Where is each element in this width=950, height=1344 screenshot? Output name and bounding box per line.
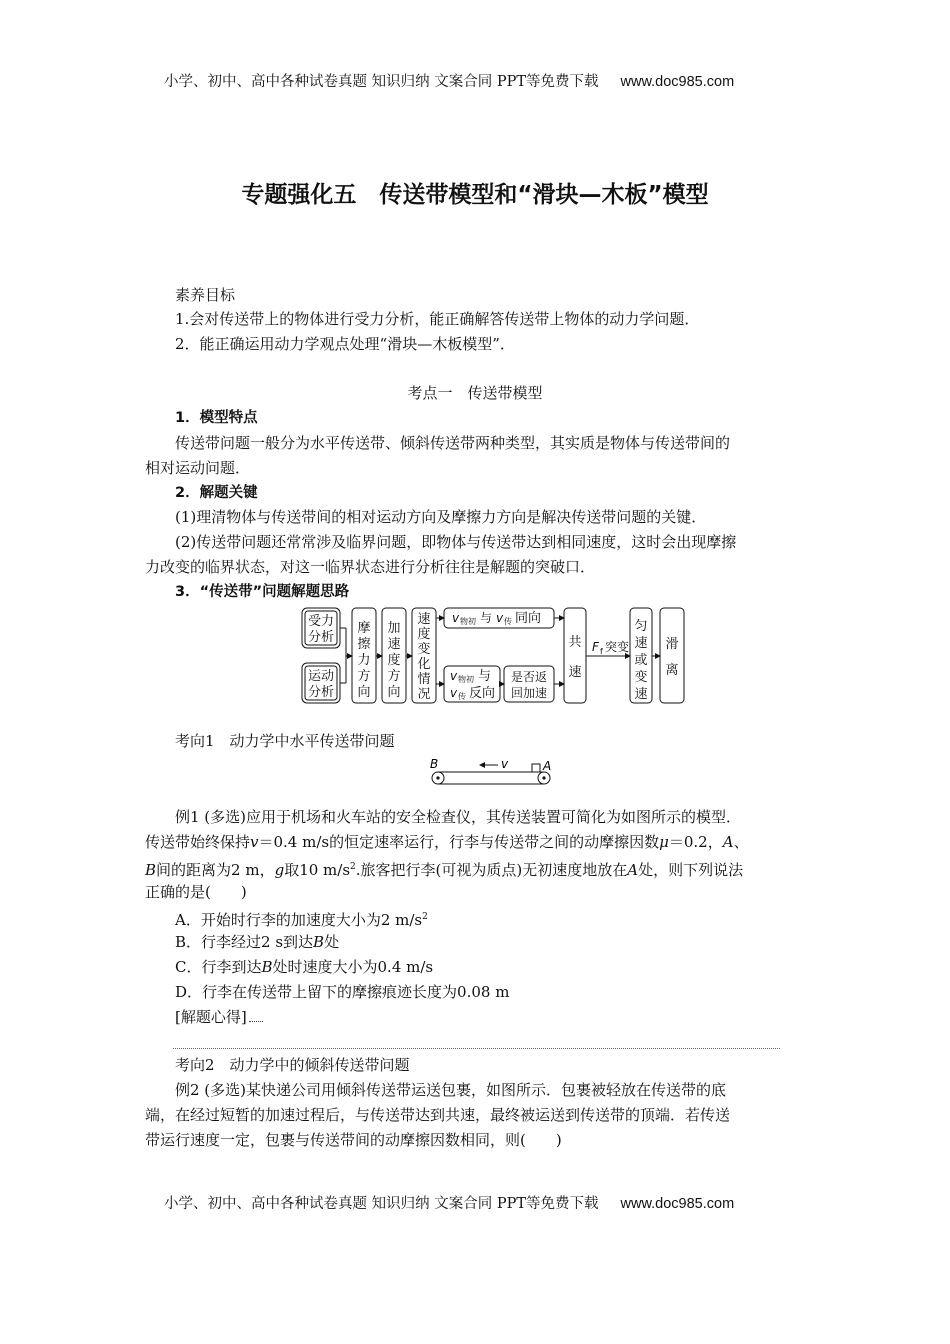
same-v2: v [496, 611, 504, 625]
ex1-c1: 间的距离为2 m， [156, 861, 275, 879]
option-B-var: B [313, 933, 325, 951]
box-slip-off [660, 608, 684, 703]
ex1-csup: 2 [350, 862, 356, 872]
paragraph-1a: 传送带问题一般分为水平传送带、倾斜传送带两种类型，其实质是物体与传送带间的 [175, 434, 731, 452]
same-v1: v [452, 611, 460, 625]
ex1-cB: B [145, 861, 157, 879]
flow-col2-2: 度 [387, 653, 401, 668]
option-C-text1: C．行李到达 [175, 958, 262, 976]
flow-box1-line2: 分析 [307, 630, 335, 645]
flow-col2-1: 速 [387, 637, 401, 652]
option-B-text1: B．行李经过2 s到达 [175, 933, 314, 951]
same-dir: 同向 [515, 611, 542, 626]
page-footer [164, 1192, 734, 1213]
luggage-box [532, 764, 540, 772]
opp-sub1: 物初 [458, 675, 474, 684]
flow-col1-0: 摩 [357, 621, 371, 636]
ex1-b1: 传送带始终保持 [145, 833, 251, 851]
opp-yu: 与 [478, 669, 492, 684]
divider-dotted [173, 1048, 780, 1049]
solution-notes-label [175, 1007, 263, 1027]
option-C-text2: 处时速度大小为0.4 m/s [272, 958, 434, 976]
ex1-c4: 处，则下列说法 [638, 861, 744, 879]
goals-heading: 素养目标 [175, 286, 236, 304]
opp-sub2: 传 [458, 692, 466, 701]
flow-col3-1: 度 [417, 627, 431, 642]
option-C-var: B [261, 958, 273, 976]
label-B: B [430, 757, 439, 771]
paragraph-3a: (2)传送带问题还常常涉及临界问题，即物体与传送带达到相同速度，这时会出现摩擦 [175, 533, 737, 551]
flow-col1-3: 方 [357, 669, 371, 684]
solution-notes-text: [解题心得] [175, 1008, 247, 1026]
box-common-speed [564, 608, 586, 703]
flow-col2-0: 加 [387, 621, 401, 636]
flow-box2-line2: 分析 [307, 685, 335, 700]
flow-slip-0: 滑 [665, 637, 679, 652]
flowchart [300, 606, 690, 706]
flow-col3-5: 况 [417, 687, 431, 702]
option-B-text2: 处 [324, 933, 340, 951]
option-A-sup: 2 [422, 912, 428, 922]
ex1-c2: 取10 m/s [284, 861, 351, 879]
paragraph-2: (1)理清物体与传送带间的相对运动方向及摩擦力方向是解决传送带问题的关键． [175, 508, 707, 526]
example1-line3 [145, 857, 743, 880]
flow-col2-3: 方 [387, 669, 401, 684]
option-A-text: A．开始时行李的加速度大小为2 m/s [175, 911, 423, 929]
ex1-b3: ＝0.2， [668, 833, 723, 851]
page-header [164, 70, 734, 91]
direction2-heading: 考向2 动力学中的倾斜传送带问题 [175, 1056, 410, 1074]
ex1-b2: ＝0.4 m/s的恒定速率运行，行李与传送带之间的动摩擦因数 [258, 833, 660, 851]
belt-figure [426, 756, 556, 794]
example2-line2: 端，在经过短暂的加速过程后，与传送带达到共速，最终被运送到传送带的顶端．若传送 [145, 1106, 731, 1124]
ff-sub: f [600, 647, 603, 656]
ff-text: 突变 [605, 640, 630, 654]
flow-col3-4: 情 [417, 672, 431, 687]
same-yu: 与 [480, 611, 493, 625]
option-B[interactable] [175, 932, 339, 952]
key-points-heading: 2．解题关键 [175, 485, 258, 501]
flow-box1-line1: 受力 [307, 614, 335, 629]
flow-uniform-1: 速 [634, 636, 648, 651]
flow-common-0: 共 [568, 635, 582, 650]
model-features-heading: 1．模型特点 [175, 410, 258, 426]
flow-col3-3: 化 [417, 657, 431, 672]
flowchart-svg [300, 606, 690, 706]
option-A[interactable] [175, 907, 428, 930]
goal-1: 1.会对传送带上的物体进行受力分析，能正确解答传送带上物体的动力学问题． [175, 310, 700, 328]
option-D[interactable]: D．行李在传送带上留下的摩擦痕迹长度为0.08 m [175, 983, 510, 1001]
flow-uniform-2: 或 [634, 653, 648, 668]
example2-line3: 带运行速度一定，包裹与传送带间的动摩擦因数相同，则( ) [145, 1131, 562, 1149]
flow-col1-1: 擦 [357, 637, 371, 652]
flow-col1-2: 力 [357, 653, 371, 668]
section1-heading: 考点一 传送带模型 [407, 384, 543, 402]
example2-line1: 例2 (多选)某快递公司用倾斜传送带运送包裹，如图所示．包裹被轻放在传送带的底 [175, 1081, 727, 1099]
goal-2: 2．能正确运用动力学观点处理“滑块—木板模型”． [175, 335, 515, 353]
footer-site: www.doc985.com [620, 1196, 735, 1212]
flow-uniform-3: 变 [634, 670, 648, 685]
flow-return-1: 回加速 [510, 686, 548, 700]
opp-v1: v [450, 669, 458, 683]
example1-line4: 正确的是( ) [145, 883, 247, 901]
ex1-bA: A [722, 833, 734, 851]
ex1-bv: v [250, 833, 259, 851]
paragraph-1b: 相对运动问题． [145, 459, 251, 477]
paragraph-3b: 力改变的临界状态，对这一临界状态进行分析往往是解题的突破口． [145, 558, 596, 576]
label-A: A [543, 759, 552, 773]
same-sub1: 物初 [460, 617, 476, 626]
flow-col3-0: 速 [417, 612, 431, 627]
belt-figure-svg [426, 756, 556, 790]
example1-line2 [145, 832, 749, 852]
flow-slip-1: 离 [665, 663, 679, 678]
ex1-b4: 、 [733, 833, 749, 851]
flow-box2-line1: 运动 [307, 669, 335, 684]
flow-common-1: 速 [568, 665, 582, 680]
ex1-cA: A [627, 861, 639, 879]
thinking-heading: 3．“传送带”问题解题思路 [175, 584, 350, 600]
flow-uniform-0: 匀 [634, 619, 648, 634]
same-sub2: 传 [504, 617, 512, 626]
direction1-heading: 考向1 动力学中水平传送带问题 [175, 732, 395, 750]
label-v: v [501, 757, 509, 771]
header-text: 小学、初中、高中各种试卷真题 知识归纳 文案合同 PPT等免费下载 [164, 74, 599, 90]
flow-col3-2: 变 [417, 642, 431, 657]
option-C[interactable] [175, 957, 433, 977]
flow-col2-4: 向 [387, 685, 401, 700]
ex1-c3: .旅客把行李(可视为质点)无初速度地放在 [355, 861, 628, 879]
ff-f: F [592, 640, 599, 654]
opp-v2: v [450, 686, 458, 700]
ex1-cg: g [274, 861, 285, 879]
flow-col1-4: 向 [357, 685, 371, 700]
page-title: 专题强化五 传送带模型和“滑块—木板”模型 [241, 182, 709, 208]
footer-text: 小学、初中、高中各种试卷真题 知识归纳 文案合同 PPT等免费下载 [164, 1196, 599, 1212]
flow-uniform-4: 速 [634, 687, 648, 702]
header-site: www.doc985.com [620, 74, 735, 90]
ex1-bmu: μ [659, 833, 669, 851]
opp-dir: 反向 [469, 686, 496, 701]
flow-return-0: 是否返 [510, 670, 548, 684]
example1-line1: 例1 (多选)应用于机场和火车站的安全检查仪，其传送装置可简化为如图所示的模型． [175, 808, 742, 826]
